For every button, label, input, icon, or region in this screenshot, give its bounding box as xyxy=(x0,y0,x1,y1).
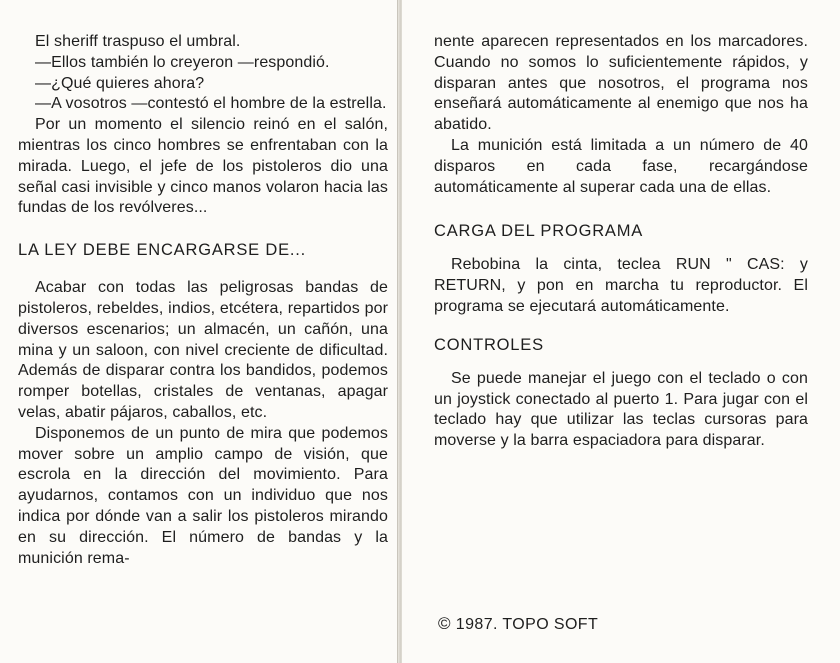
section-heading-ley: LA LEY DEBE ENCARGARSE DE... xyxy=(18,241,307,260)
left-paragraph-3: Disponemos de un punto de mira que podemos mover sobre un amplio campo de visión, que escrola en la dirección del movimiento. Para ayudarnos, contamos con un individuo que nos indica por dónde van a salir los pistoleros mirando en su dirección. El número de bandas y la munición rema- xyxy=(18,424,388,567)
left-paragraph-2: Acabar con todas las peligrosas bandas de pistoleros, rebeldes, indios, etcétera, repartidos por diversos escenarios; un almacén, un cañón, una mina y un saloon, con nivel creciente de dificultad. Además de disparar contra los bandidos, podemos romper botellas, cristales de ventanas, apagar velas, abatir pájaros, caballos, etc. xyxy=(18,279,388,421)
right-paragraph-4: Se puede manejar el juego con el teclado o con un joystick conectado al puerto 1. Para jugar con el teclado hay que utilizar las teclas cursoras para moverse y la barra espaciadora para disparar. xyxy=(434,369,808,450)
left-page xyxy=(0,0,398,663)
copyright-line xyxy=(438,614,598,634)
right-paragraph-2: La munición está limitada a un número de 40 disparos en cada fase, recargándose automáticamente al superar cada una de ellas. xyxy=(434,136,808,196)
right-paragraph-3: Rebobina la cinta, teclea RUN " CAS: y RETURN, y pon en marcha tu reproductor. El programa se ejecutará automáticamente. xyxy=(434,256,808,315)
copyright-icon: © xyxy=(438,614,451,633)
section-heading-carga: CARGA DEL PROGRAMA xyxy=(434,222,644,241)
right-paragraph-1: nente aparecen representados en los marcadores. Cuando no somos lo suficientemente rápidos, y disparan antes que nosotros, el programa nos enseñará automáticamente al enemigo que nos ha abatido. xyxy=(434,33,808,134)
dialog-line-2: —Ellos también lo creyeron —respondió. xyxy=(35,53,330,71)
copyright-text: 1987. TOPO SOFT xyxy=(455,616,599,633)
right-page xyxy=(402,0,840,663)
dialog-line-4: —A vosotros —contestó el hombre de la estrella. xyxy=(35,95,387,113)
section-heading-controles: CONTROLES xyxy=(434,335,544,354)
dialog-line-1: El sheriff traspuso el umbral. xyxy=(35,33,241,50)
left-paragraph-1: Por un momento el silencio reinó en el salón, mientras los cinco hombres se enfrentaban con la mirada. Luego, el jefe de los pistoleros dio una señal casi invisible y cinco manos volaron hacia las fundas de los revólveres... xyxy=(18,116,388,217)
dialog-line-3: —¿Qué quieres ahora? xyxy=(35,74,205,92)
